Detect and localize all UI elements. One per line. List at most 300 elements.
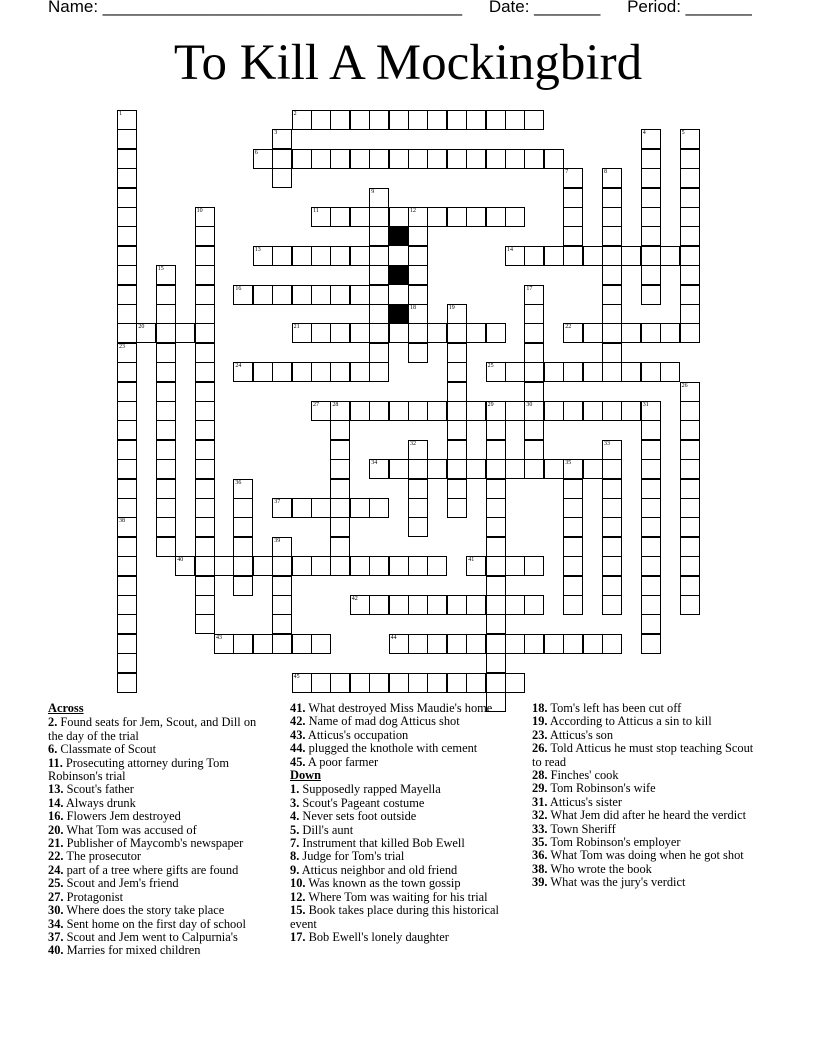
grid-cell[interactable] [486, 149, 506, 169]
grid-cell[interactable] [117, 149, 137, 169]
grid-cell[interactable] [350, 401, 370, 421]
grid-cell[interactable] [660, 246, 680, 266]
grid-cell[interactable] [330, 401, 350, 421]
grid-cell[interactable] [602, 246, 622, 266]
grid-cell[interactable] [641, 479, 661, 499]
grid-cell[interactable] [680, 595, 700, 615]
grid-cell[interactable] [350, 362, 370, 382]
grid-cell[interactable] [350, 110, 370, 130]
grid-cell[interactable] [563, 576, 583, 596]
grid-cell[interactable] [389, 634, 409, 654]
grid-cell[interactable] [641, 149, 661, 169]
grid-cell[interactable] [680, 168, 700, 188]
grid-cell[interactable] [544, 149, 564, 169]
grid-cell[interactable] [195, 265, 215, 285]
grid-cell[interactable] [195, 614, 215, 634]
grid-cell[interactable] [369, 323, 389, 343]
grid-cell[interactable] [641, 634, 661, 654]
grid-cell[interactable] [233, 517, 253, 537]
grid-cell[interactable] [680, 517, 700, 537]
grid-cell[interactable] [641, 420, 661, 440]
grid-cell[interactable] [427, 673, 447, 693]
grid-cell[interactable] [524, 440, 544, 460]
grid-cell[interactable] [195, 246, 215, 266]
grid-cell[interactable] [195, 362, 215, 382]
grid-cell[interactable] [330, 149, 350, 169]
grid-cell[interactable] [641, 246, 661, 266]
grid-cell[interactable] [156, 401, 176, 421]
grid-cell[interactable] [408, 401, 428, 421]
grid-cell[interactable] [602, 226, 622, 246]
grid-cell[interactable] [524, 595, 544, 615]
grid-cell[interactable] [195, 479, 215, 499]
grid-cell[interactable] [680, 129, 700, 149]
grid-cell[interactable] [389, 595, 409, 615]
grid-cell[interactable] [369, 362, 389, 382]
grid-cell[interactable] [447, 110, 467, 130]
grid-cell[interactable] [233, 479, 253, 499]
grid-cell[interactable] [641, 362, 661, 382]
grid-cell[interactable] [369, 285, 389, 305]
grid-cell[interactable] [175, 556, 195, 576]
grid-cell[interactable] [175, 323, 195, 343]
grid-cell[interactable] [408, 517, 428, 537]
grid-cell[interactable] [660, 323, 680, 343]
grid-cell[interactable] [505, 149, 525, 169]
grid-cell[interactable] [505, 634, 525, 654]
grid-cell[interactable] [136, 323, 156, 343]
grid-cell[interactable] [544, 246, 564, 266]
grid-cell[interactable] [408, 246, 428, 266]
grid-cell[interactable] [641, 459, 661, 479]
grid-cell[interactable] [466, 207, 486, 227]
grid-cell[interactable] [292, 323, 312, 343]
grid-cell[interactable] [505, 459, 525, 479]
grid-cell[interactable] [447, 673, 467, 693]
grid-cell[interactable] [330, 110, 350, 130]
grid-cell[interactable] [369, 401, 389, 421]
grid-cell[interactable] [680, 207, 700, 227]
grid-cell[interactable] [427, 110, 447, 130]
grid-cell[interactable] [486, 576, 506, 596]
grid-cell[interactable] [369, 149, 389, 169]
grid-cell[interactable] [408, 265, 428, 285]
grid-cell[interactable] [583, 246, 603, 266]
grid-cell[interactable] [602, 362, 622, 382]
grid-cell[interactable] [563, 556, 583, 576]
grid-cell[interactable] [641, 226, 661, 246]
grid-cell[interactable] [156, 517, 176, 537]
grid-cell[interactable] [272, 537, 292, 557]
grid-cell[interactable] [156, 304, 176, 324]
grid-cell[interactable] [563, 517, 583, 537]
grid-cell[interactable] [680, 323, 700, 343]
grid-cell[interactable] [117, 168, 137, 188]
grid-cell[interactable] [369, 673, 389, 693]
grid-cell[interactable] [486, 673, 506, 693]
grid-cell[interactable] [447, 362, 467, 382]
grid-cell[interactable] [486, 556, 506, 576]
grid-cell[interactable] [680, 576, 700, 596]
grid-cell[interactable] [524, 401, 544, 421]
grid-cell[interactable] [680, 304, 700, 324]
grid-cell[interactable] [563, 323, 583, 343]
grid-cell[interactable] [466, 149, 486, 169]
grid-cell[interactable] [621, 246, 641, 266]
grid-cell[interactable] [602, 207, 622, 227]
grid-cell[interactable] [680, 149, 700, 169]
grid-cell[interactable] [641, 323, 661, 343]
grid-cell[interactable] [563, 498, 583, 518]
grid-cell[interactable] [214, 634, 234, 654]
grid-cell[interactable] [466, 673, 486, 693]
grid-cell[interactable] [641, 595, 661, 615]
grid-cell[interactable] [272, 498, 292, 518]
grid-cell[interactable] [195, 304, 215, 324]
grid-cell[interactable] [486, 110, 506, 130]
grid-cell[interactable] [524, 323, 544, 343]
grid-cell[interactable] [524, 246, 544, 266]
grid-cell[interactable] [117, 285, 137, 305]
grid-cell[interactable] [602, 440, 622, 460]
grid-cell[interactable] [466, 110, 486, 130]
grid-cell[interactable] [505, 595, 525, 615]
grid-cell[interactable] [253, 285, 273, 305]
grid-cell[interactable] [680, 420, 700, 440]
grid-cell[interactable] [311, 323, 331, 343]
grid-cell[interactable] [292, 285, 312, 305]
grid-cell[interactable] [486, 498, 506, 518]
grid-cell[interactable] [330, 246, 350, 266]
grid-cell[interactable] [427, 323, 447, 343]
grid-cell[interactable] [117, 440, 137, 460]
grid-cell[interactable] [680, 265, 700, 285]
grid-cell[interactable] [427, 149, 447, 169]
grid-cell[interactable] [524, 110, 544, 130]
grid-cell[interactable] [641, 129, 661, 149]
grid-cell[interactable] [563, 188, 583, 208]
grid-cell[interactable] [505, 207, 525, 227]
grid-cell[interactable] [195, 226, 215, 246]
grid-cell[interactable] [447, 207, 467, 227]
grid-cell[interactable] [117, 595, 137, 615]
grid-cell[interactable] [408, 595, 428, 615]
grid-cell[interactable] [680, 537, 700, 557]
grid-cell[interactable] [602, 479, 622, 499]
grid-cell[interactable] [583, 323, 603, 343]
grid-cell[interactable] [524, 420, 544, 440]
grid-cell[interactable] [350, 285, 370, 305]
grid-cell[interactable] [680, 401, 700, 421]
grid-cell[interactable] [583, 634, 603, 654]
grid-cell[interactable] [466, 459, 486, 479]
grid-cell[interactable] [447, 440, 467, 460]
grid-cell[interactable] [544, 634, 564, 654]
grid-cell[interactable] [117, 576, 137, 596]
grid-cell[interactable] [621, 323, 641, 343]
grid-cell[interactable] [641, 207, 661, 227]
grid-cell[interactable] [330, 362, 350, 382]
grid-cell[interactable] [330, 459, 350, 479]
grid-cell[interactable] [233, 576, 253, 596]
grid-cell[interactable] [272, 362, 292, 382]
grid-cell[interactable] [117, 304, 137, 324]
grid-cell[interactable] [272, 168, 292, 188]
grid-cell[interactable] [117, 479, 137, 499]
grid-cell[interactable] [544, 401, 564, 421]
grid-cell[interactable] [602, 343, 622, 363]
grid-cell[interactable] [253, 556, 273, 576]
grid-cell[interactable] [350, 673, 370, 693]
grid-cell[interactable] [427, 459, 447, 479]
grid-cell[interactable] [389, 323, 409, 343]
grid-cell[interactable] [408, 343, 428, 363]
grid-cell[interactable] [195, 576, 215, 596]
grid-cell[interactable] [486, 614, 506, 634]
grid-cell[interactable] [195, 498, 215, 518]
grid-cell[interactable] [486, 207, 506, 227]
grid-cell[interactable] [233, 634, 253, 654]
grid-cell[interactable] [447, 382, 467, 402]
grid-cell[interactable] [641, 537, 661, 557]
grid-cell[interactable] [505, 556, 525, 576]
grid-cell[interactable] [524, 634, 544, 654]
grid-cell[interactable] [117, 188, 137, 208]
grid-cell[interactable] [330, 479, 350, 499]
grid-cell[interactable] [563, 246, 583, 266]
grid-cell[interactable] [272, 614, 292, 634]
grid-cell[interactable] [641, 285, 661, 305]
grid-cell[interactable] [641, 188, 661, 208]
grid-cell[interactable] [311, 246, 331, 266]
grid-cell[interactable] [195, 440, 215, 460]
grid-cell[interactable] [272, 246, 292, 266]
grid-cell[interactable] [563, 226, 583, 246]
grid-cell[interactable] [117, 382, 137, 402]
grid-cell[interactable] [330, 285, 350, 305]
grid-cell[interactable] [156, 420, 176, 440]
grid-cell[interactable] [486, 323, 506, 343]
grid-cell[interactable] [544, 362, 564, 382]
grid-cell[interactable] [583, 459, 603, 479]
grid-cell[interactable] [583, 401, 603, 421]
grid-cell[interactable] [408, 304, 428, 324]
grid-cell[interactable] [408, 634, 428, 654]
grid-cell[interactable] [621, 362, 641, 382]
grid-cell[interactable] [524, 304, 544, 324]
grid-cell[interactable] [641, 517, 661, 537]
grid-cell[interactable] [680, 498, 700, 518]
grid-cell[interactable] [156, 537, 176, 557]
grid-cell[interactable] [233, 556, 253, 576]
grid-cell[interactable] [602, 188, 622, 208]
grid-cell[interactable] [233, 537, 253, 557]
grid-cell[interactable] [311, 207, 331, 227]
grid-cell[interactable] [621, 401, 641, 421]
grid-cell[interactable] [602, 498, 622, 518]
grid-cell[interactable] [292, 149, 312, 169]
grid-cell[interactable] [156, 479, 176, 499]
grid-cell[interactable] [195, 207, 215, 227]
grid-cell[interactable] [524, 382, 544, 402]
grid-cell[interactable] [117, 634, 137, 654]
grid-cell[interactable] [447, 498, 467, 518]
grid-cell[interactable] [408, 556, 428, 576]
grid-cell[interactable] [330, 673, 350, 693]
grid-cell[interactable] [641, 440, 661, 460]
grid-cell[interactable] [195, 382, 215, 402]
grid-cell[interactable] [563, 479, 583, 499]
grid-cell[interactable] [311, 110, 331, 130]
grid-cell[interactable] [369, 304, 389, 324]
grid-cell[interactable] [680, 440, 700, 460]
grid-cell[interactable] [350, 556, 370, 576]
grid-cell[interactable] [563, 634, 583, 654]
grid-cell[interactable] [369, 207, 389, 227]
grid-cell[interactable] [117, 556, 137, 576]
grid-cell[interactable] [195, 595, 215, 615]
name-field[interactable]: Name: ______________________________________ [48, 0, 463, 16]
grid-cell[interactable] [505, 362, 525, 382]
grid-cell[interactable] [602, 517, 622, 537]
grid-cell[interactable] [389, 110, 409, 130]
grid-cell[interactable] [195, 556, 215, 576]
grid-cell[interactable] [311, 673, 331, 693]
grid-cell[interactable] [117, 226, 137, 246]
grid-cell[interactable] [447, 479, 467, 499]
grid-cell[interactable] [369, 556, 389, 576]
grid-cell[interactable] [369, 265, 389, 285]
grid-cell[interactable] [524, 362, 544, 382]
grid-cell[interactable] [486, 362, 506, 382]
grid-cell[interactable] [156, 265, 176, 285]
grid-cell[interactable] [447, 323, 467, 343]
grid-cell[interactable] [292, 673, 312, 693]
grid-cell[interactable] [195, 459, 215, 479]
grid-cell[interactable] [505, 673, 525, 693]
grid-cell[interactable] [156, 323, 176, 343]
grid-cell[interactable] [524, 343, 544, 363]
grid-cell[interactable] [641, 576, 661, 596]
grid-cell[interactable] [389, 149, 409, 169]
grid-cell[interactable] [272, 129, 292, 149]
grid-cell[interactable] [641, 498, 661, 518]
grid-cell[interactable] [680, 382, 700, 402]
grid-cell[interactable] [389, 459, 409, 479]
grid-cell[interactable] [272, 285, 292, 305]
grid-cell[interactable] [195, 285, 215, 305]
grid-cell[interactable] [156, 285, 176, 305]
grid-cell[interactable] [486, 440, 506, 460]
grid-cell[interactable] [505, 110, 525, 130]
grid-cell[interactable] [330, 498, 350, 518]
grid-cell[interactable] [311, 149, 331, 169]
grid-cell[interactable] [214, 556, 234, 576]
grid-cell[interactable] [408, 110, 428, 130]
grid-cell[interactable] [117, 537, 137, 557]
grid-cell[interactable] [369, 226, 389, 246]
grid-cell[interactable] [272, 595, 292, 615]
grid-cell[interactable] [641, 265, 661, 285]
grid-cell[interactable] [195, 537, 215, 557]
grid-cell[interactable] [156, 382, 176, 402]
grid-cell[interactable] [486, 537, 506, 557]
grid-cell[interactable] [369, 595, 389, 615]
grid-cell[interactable] [408, 323, 428, 343]
grid-cell[interactable] [117, 673, 137, 693]
grid-cell[interactable] [117, 323, 137, 343]
grid-cell[interactable] [427, 556, 447, 576]
grid-cell[interactable] [486, 459, 506, 479]
grid-cell[interactable] [195, 401, 215, 421]
grid-cell[interactable] [350, 246, 370, 266]
grid-cell[interactable] [602, 459, 622, 479]
grid-cell[interactable] [466, 595, 486, 615]
grid-cell[interactable] [486, 401, 506, 421]
grid-cell[interactable] [408, 459, 428, 479]
grid-cell[interactable] [641, 168, 661, 188]
grid-cell[interactable] [117, 265, 137, 285]
grid-cell[interactable] [641, 401, 661, 421]
grid-cell[interactable] [117, 129, 137, 149]
grid-cell[interactable] [117, 459, 137, 479]
grid-cell[interactable] [408, 285, 428, 305]
grid-cell[interactable] [117, 362, 137, 382]
grid-cell[interactable] [602, 556, 622, 576]
grid-cell[interactable] [408, 673, 428, 693]
grid-cell[interactable] [680, 556, 700, 576]
grid-cell[interactable] [117, 420, 137, 440]
grid-cell[interactable] [524, 459, 544, 479]
grid-cell[interactable] [505, 401, 525, 421]
grid-cell[interactable] [408, 498, 428, 518]
grid-cell[interactable] [427, 634, 447, 654]
grid-cell[interactable] [272, 556, 292, 576]
grid-cell[interactable] [350, 149, 370, 169]
grid-cell[interactable] [389, 401, 409, 421]
grid-cell[interactable] [311, 498, 331, 518]
grid-cell[interactable] [253, 246, 273, 266]
grid-cell[interactable] [641, 556, 661, 576]
grid-cell[interactable] [524, 285, 544, 305]
grid-cell[interactable] [253, 149, 273, 169]
grid-cell[interactable] [544, 459, 564, 479]
grid-cell[interactable] [563, 595, 583, 615]
grid-cell[interactable] [117, 110, 137, 130]
grid-cell[interactable] [408, 226, 428, 246]
grid-cell[interactable] [563, 459, 583, 479]
grid-cell[interactable] [447, 343, 467, 363]
grid-cell[interactable] [486, 420, 506, 440]
grid-cell[interactable] [427, 401, 447, 421]
grid-cell[interactable] [563, 401, 583, 421]
grid-cell[interactable] [602, 323, 622, 343]
grid-cell[interactable] [272, 149, 292, 169]
grid-cell[interactable] [233, 362, 253, 382]
grid-cell[interactable] [466, 556, 486, 576]
grid-cell[interactable] [330, 537, 350, 557]
grid-cell[interactable] [330, 207, 350, 227]
grid-cell[interactable] [602, 265, 622, 285]
grid-cell[interactable] [311, 556, 331, 576]
period-field[interactable]: Period: _______ [627, 0, 752, 16]
grid-cell[interactable] [486, 479, 506, 499]
grid-cell[interactable] [389, 207, 409, 227]
grid-cell[interactable] [680, 459, 700, 479]
grid-cell[interactable] [117, 653, 137, 673]
grid-cell[interactable] [195, 420, 215, 440]
grid-cell[interactable] [156, 498, 176, 518]
